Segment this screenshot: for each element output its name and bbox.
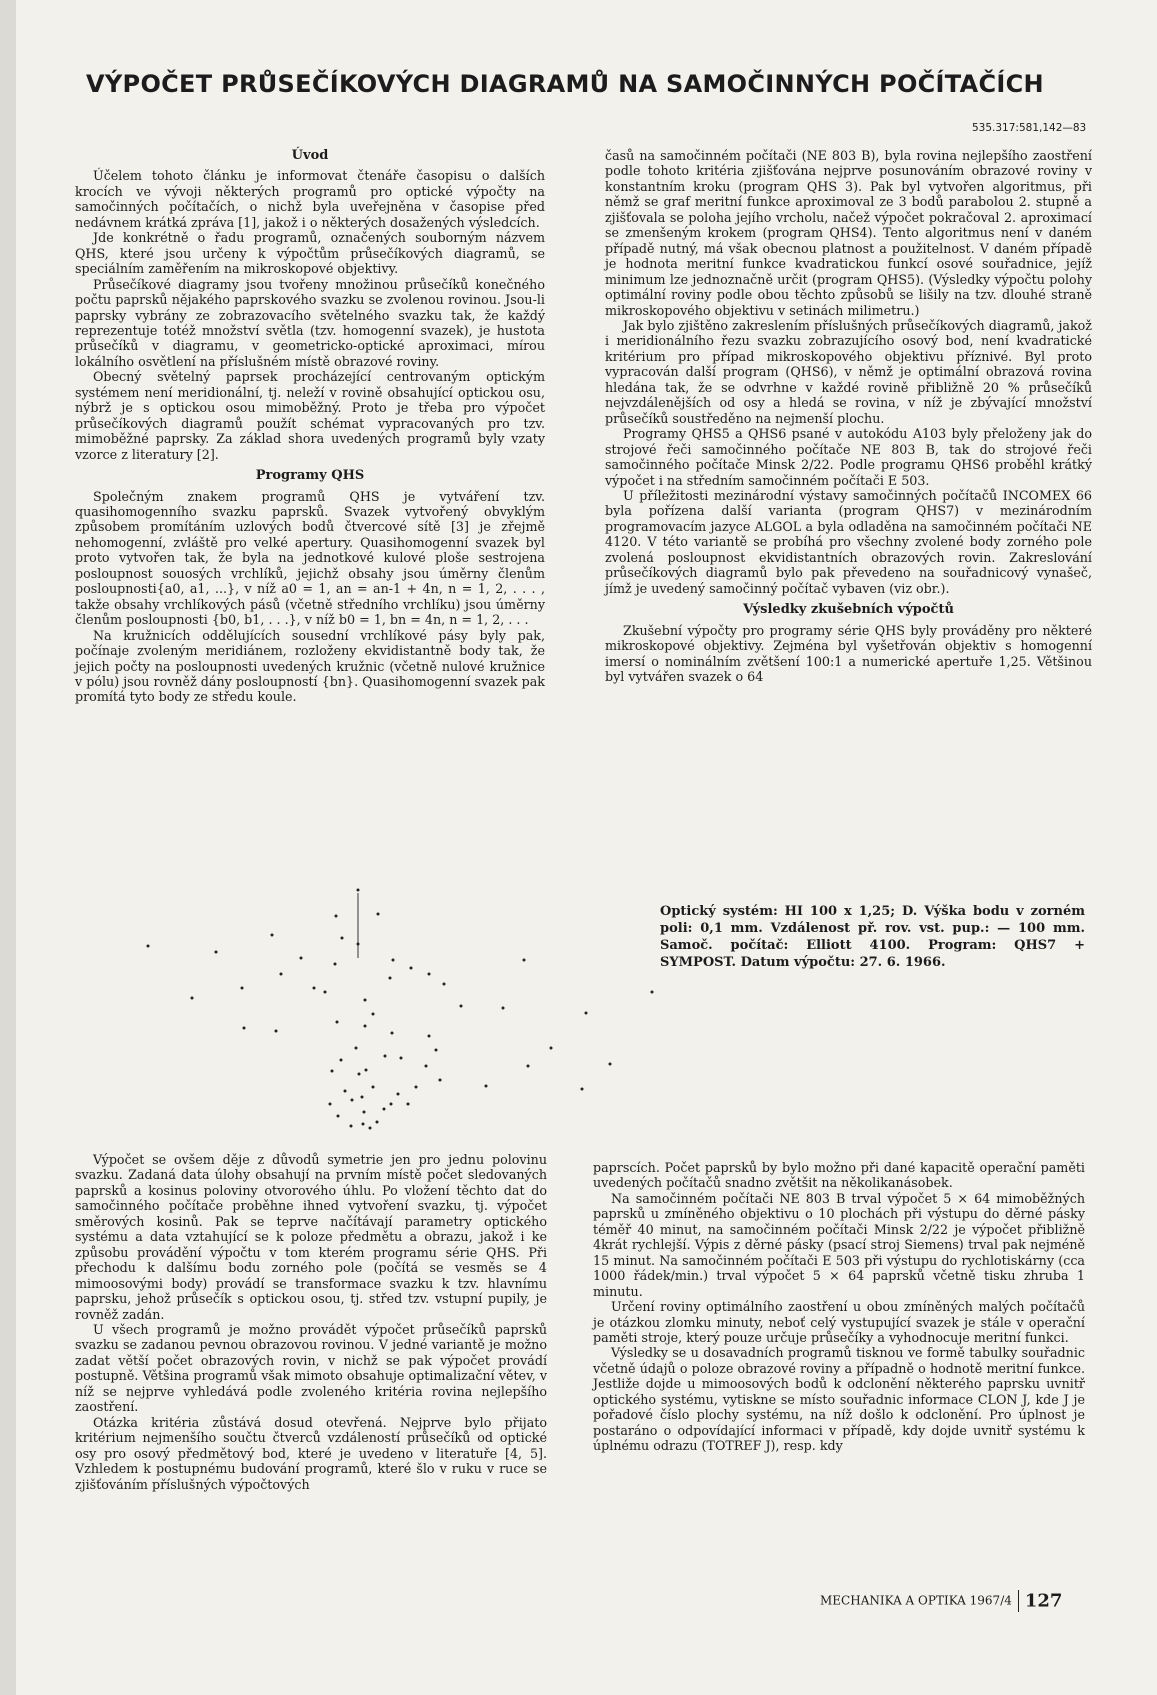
spot-point xyxy=(460,1005,463,1008)
paragraph: časů na samočinném počítači (NE 803 B), byla rovina nejlepšího zaostření podle tohoto kritéria zjišťována nejprve posunováním obrazové roviny v konstantním kroku (program QHS 3). Pak byl vytvořen algoritmus, při němž se graf meritní funkce aproximoval ze 3 bodů parabolou 2. stupně a zjišťovala se poloha jejího vrcholu, načež výpočet pokračoval 2. aproximací se zmenšeným krokem (program QHS4). Tento algoritmus není v daném případě nutný, má však obecnou platnost a použitelnost. V daném případě je hodnota meritní funkce kvadratickou funkcí osové souřadnice, jejíž minimum lze jednoznačně určit (program QHS5). (Výsledky výpočtu polohy optimální roviny podle obou těchto způsobů se lišily na tzv. dlouhé straně mikroskopového objektivu v setinách milimetru.) xyxy=(605,148,1092,318)
right-column-bottom xyxy=(593,1160,1085,1454)
spot-point xyxy=(361,1096,364,1099)
left-column-top xyxy=(75,146,545,705)
page-title: VÝPOČET PRŮSEČÍKOVÝCH DIAGRAMŮ NA SAMOČINNÝCH POČÍTAČÍCH xyxy=(86,70,1044,98)
spot-point xyxy=(407,1103,410,1106)
spot-point xyxy=(357,889,360,892)
spot-point xyxy=(581,1088,584,1091)
paragraph: U příležitosti mezinárodní výstavy samočinných počítačů INCOMEX 66 byla pořízena další varianta (program QHS7) v mezinárodním programovacím jazyce ALGOL a byla odladěna na samočinném počítači NE 4120. V této variantě se probíhá pro všechny zvolené body zorného pole zvolená posloupnost ekvidistantních obrazových rovin. Zakreslování průsečíkových diagramů bylo pak převedeno na souřadnicový vynašeč, jímž je uvedený samočinný počítač vybaven (viz obr.). xyxy=(605,487,1092,596)
spot-point xyxy=(392,959,395,962)
spot-point xyxy=(335,915,338,918)
spot-point xyxy=(271,934,274,937)
spot-point xyxy=(351,1099,354,1102)
spot-point xyxy=(425,1065,428,1068)
spot-point xyxy=(502,1007,505,1010)
spot-point xyxy=(390,1103,393,1106)
paragraph: Určení roviny optimálního zaostření u obou zmíněných malých počítačů je otázkou zlomku minuty, neboť celý vystupující svazek je stále v operační paměti stroje, který pouze určuje průsečíky a vyhodnocuje meritní funkci. xyxy=(593,1299,1085,1345)
spot-point xyxy=(329,1103,332,1106)
paragraph: Na samočinném počítači NE 803 B trval výpočet 5 × 64 mimoběžných paprsků u zmíněného objektivu o 10 plochách při výstupu do děrné pásky téměř 40 minut, na samočinném počítači Minsk 2/22 je výpočet přibližně 4krát rychlejší. Výpis z děrné pásky (psací stroj Siemens) trval pak nejméně 15 minut. Na samočinném počítači E 503 při výstupu do rychlotiskárny (cca 1000 řádek/min.) trval výpočet 5 × 64 paprsků včetně tisku zhruba 1 minutu. xyxy=(593,1190,1085,1299)
left-column-bottom xyxy=(75,1152,547,1492)
journal-name: MECHANIKA A OPTIKA 1967/4 xyxy=(820,1593,1012,1608)
paragraph: Průsečíkové diagramy jsou tvořeny množinou průsečíků konečného počtu paprsků nějakého paprskového svazku se zvolenou rovinou. Jsou-li paprsky vybrány ze zobrazovacího světelného svazku tak, že každý reprezentuje totéž množství světla (tzv. homogenní svazek), je hustota průsečíků v diagramu, v geometricko-optické aproximaci, mírou lokálního osvětlení na příslušném místě obrazové roviny. xyxy=(75,276,545,369)
spot-point xyxy=(550,1047,553,1050)
udc-code: 535.317:581,142—83 xyxy=(972,122,1087,134)
spot-point xyxy=(241,987,244,990)
spot-point xyxy=(372,1013,375,1016)
spot-point xyxy=(191,997,194,1000)
spot-point xyxy=(410,967,413,970)
heading-programy-qhs: Programy QHS xyxy=(255,468,365,484)
spot-point xyxy=(523,959,526,962)
spot-point xyxy=(362,1123,365,1126)
paragraph: Jak bylo zjištěno zakreslením příslušných průsečíkových diagramů, jakož i meridionálního řezu svazku zobrazujícího osový bod, není kvadratické kritérium pro případ mikroskopového objektivu příznivé. Byl proto vypracován další program (QHS6), v němž je optimální obrazová rovina hledána tak, že se odvrhne v každé rovině přibližně 20 % průsečíků nejvzdálenějších od osy a hledá se rovina, v níž je zbývající množství průsečíků soustředěno na nejmenší plochu. xyxy=(605,317,1092,426)
spot-point xyxy=(364,999,367,1002)
spot-diagram xyxy=(96,888,656,1138)
spot-point xyxy=(243,1027,246,1030)
page-footer xyxy=(820,1590,1062,1612)
spot-point xyxy=(585,1012,588,1015)
paragraph: Jde konkrétně o řadu programů, označených souborným názvem QHS, které jsou určeny k výpočtům průsečíkových diagramů, se speciálním zaměřením na mikroskopové objektivy. xyxy=(75,230,545,277)
spot-point xyxy=(383,1108,386,1111)
paragraph: Obecný světelný paprsek procházející centrovaným optickým systémem není meridionální, tj. neleží v rovině obsahující optickou osu, nýbrž je s optickou osou mimoběžný. Proto je třeba pro výpočet průsečíkových diagramů použít schémat vypracovaných pro tzv. mimoběžné paprsky. Za základ shora uvedených programů byly vzaty vzorce z literatury [2]. xyxy=(75,369,545,462)
spot-point xyxy=(651,991,654,994)
spot-point xyxy=(357,943,360,946)
spot-point xyxy=(341,937,344,940)
spot-point xyxy=(331,1070,334,1073)
paragraph: Otázka kritéria zůstává dosud otevřená. Nejprve bylo přijato kritérium nejmenšího součtu čtverců vzdáleností průsečíků od optické osy pro osový předmětový bod, které je uvedeno v literatuře [4, 5]. Vzhledem k postupnému budování programů, které šlo v ruku v ruce se zjišťováním příslušných výpočtových xyxy=(75,1414,547,1492)
spot-point xyxy=(428,973,431,976)
spot-point xyxy=(350,1125,353,1128)
spot-point xyxy=(443,983,446,986)
paragraph: Výpočet se ovšem děje z důvodů symetrie jen pro jednu polovinu svazku. Zadaná data úlohy obsahují na prvním místě počet sledovaných paprsků a kosinus poloviny otvorového úhlu. Po vložení těchto dat do samočinného počítače proběhne ihned vytvoření svazku, tj. výpočet směrových kosinů. Pak se teprve načítávají parametry optického systému a data vztahující se k poloze předmětu a obrazu, jakož i ke způsobu provádění výpočtu v tom kterém programu série QHS. Při přechodu k dalšímu bodu zorného pole (počítá se vesměs se 4 mimoosovými body) provádí se transformace svazku k tzv. hlavnímu paprsku, jehož průsečík s optickou osou, tj. střed tzv. vstupní pupily, je rovněž zadán. xyxy=(75,1152,547,1322)
spot-point xyxy=(300,957,303,960)
paragraph: paprscích. Počet paprsků by bylo možno při dané kapacitě operační paměti uvedených počítačů snadno zvětšit na několikanásobek. xyxy=(593,1160,1085,1191)
spot-point xyxy=(428,1035,431,1038)
figure-caption: Optický systém: HI 100 x 1,25; D. Výška bodu v zorném poli: 0,1 mm. Vzdálenost př. rov. vst. pup.: — 100 mm. Samoč. počítač: Elliott 4100. Program: QHS7 + SYMPOST. Datum výpočtu: 27. 6. 1966. xyxy=(660,904,1085,970)
spot-point xyxy=(324,991,327,994)
paragraph: Na kružnicích oddělujících sousední vrchlíkové pásy byly pak, počínaje zvoleným meridiánem, rozloženy ekvidistantně body tak, že jejich počty na posloupnosti uvedených kružnic (včetně nulové kružnice v pólu) jsou rovněž dány posloupností {bn}. Quasihomogenní svazek pak promítá tyto body ze středu koule. xyxy=(75,627,545,705)
spot-point xyxy=(609,1063,612,1066)
spot-point xyxy=(400,1057,403,1060)
paragraph: Zkušební výpočty pro programy série QHS byly prováděny pro některé mikroskopové objektivy. Zejména byl vyšetřován objektiv s homogenní imersí o nominálním zvětšení 100:1 a numerické apertuře 1,25. Většinou byl vytvářen svazek o 64 xyxy=(605,622,1092,684)
spot-point xyxy=(275,1030,278,1033)
spot-point xyxy=(215,951,218,954)
footer-separator xyxy=(1018,1590,1019,1612)
spot-point xyxy=(365,1069,368,1072)
spot-point xyxy=(372,1086,375,1089)
spot-points xyxy=(147,889,654,1130)
spot-point xyxy=(369,1127,372,1130)
spot-point xyxy=(439,1079,442,1082)
paragraph: Společným znakem programů QHS je vytváření tzv. quasihomogenního svazku paprsků. Svazek vytvořený obvyklým způsobem promítáním uzlových bodů čtvercové sítě [3] je zřejmě nehomogenní, zvláště pro velké apertury. Quasihomogenní svazek byl proto vytvořen tak, že byla na jednotkové kulové ploše sestrojena posloupnost souosých vrchlíků, jejichž obsahy jsou úměrny členům posloupnosti{a0, a1, ...}, v níž a0 = 1, an = an-1 + 4n, n = 1, 2, . . . , takže obsahy vrchlíkových pásů (včetně středního vrchlíku) jsou úměrny členům posloupnosti {b0, b1, . . .}, v níž b0 = 1, bn = 4n, n = 1, 2, . . . xyxy=(75,488,545,628)
spot-point xyxy=(344,1090,347,1093)
spot-point xyxy=(358,1073,361,1076)
paragraph: U všech programů je možno provádět výpočet průsečíků paprsků svazku se zadanou pevnou obrazovou rovinou. V jedné variantě je možno zadat větší počet obrazových rovin, v nichž se pak výpočet provádí postupně. Většina programů však mimoto obsahuje optimalizační větev, v níž se nejprve vyhledává podle zvoleného kritéria rovina nejlepšího zaostření. xyxy=(75,1321,547,1415)
page-edge xyxy=(0,0,16,1695)
spot-point xyxy=(364,1025,367,1028)
spot-point xyxy=(397,1093,400,1096)
spot-point xyxy=(340,1059,343,1062)
spot-point xyxy=(415,1086,418,1089)
heading-vysledky: Výsledky zkušebních výpočtů xyxy=(743,602,954,618)
right-column-top xyxy=(605,148,1092,684)
spot-point xyxy=(363,1111,366,1114)
paragraph: Účelem tohoto článku je informovat čtenáře časopisu o dalších krocích ve vývoji některých programů pro optické výpočty na samočinných počítačích, o nichž byla uveřejněna v časopise před nedávnem krátká zpráva [1], jakož i o některých dosažených výsledcích. xyxy=(75,168,545,230)
spot-point xyxy=(389,977,392,980)
paragraph: Výsledky se u dosavadních programů tisknou ve formě tabulky souřadnic včetně údajů o poloze obrazové roviny a případně o hodnotě meritní funkce. Jestliže dojde u mimoosových bodů k odclonění některého paprsku uvnitř optického systému, vytiskne se místo souřadnic informace CLON J, kde J je pořadové číslo plochy systému, na níž došlo k odclonění. Pro úplnost je postaráno o odpovídající informaci v případě, kdy dojde uvnitř systému k úplnému odrazu (TOTREF J), resp. kdy xyxy=(593,1345,1085,1454)
paragraph: Programy QHS5 a QHS6 psané v autokódu A103 byly přeloženy jak do strojové řeči samočinného počítače NE 803 B, tak do strojové řeči samočinného počítače Minsk 2/22. Podle programu QHS6 proběhl krátký výpočet i na středním samočinném počítači E 503. xyxy=(605,426,1092,488)
page-number: 127 xyxy=(1024,1590,1063,1612)
spot-point xyxy=(485,1085,488,1088)
heading-uvod: Úvod xyxy=(291,148,329,163)
spot-point xyxy=(334,963,337,966)
spot-point xyxy=(337,1115,340,1118)
spot-point xyxy=(377,913,380,916)
spot-point xyxy=(435,1049,438,1052)
spot-point xyxy=(527,1065,530,1068)
spot-point xyxy=(313,987,316,990)
spot-point xyxy=(391,1032,394,1035)
spot-point xyxy=(280,973,283,976)
spot-point xyxy=(147,945,150,948)
spot-point xyxy=(355,1047,358,1050)
spot-point xyxy=(384,1055,387,1058)
spot-point xyxy=(336,1021,339,1024)
spot-point xyxy=(376,1121,379,1124)
